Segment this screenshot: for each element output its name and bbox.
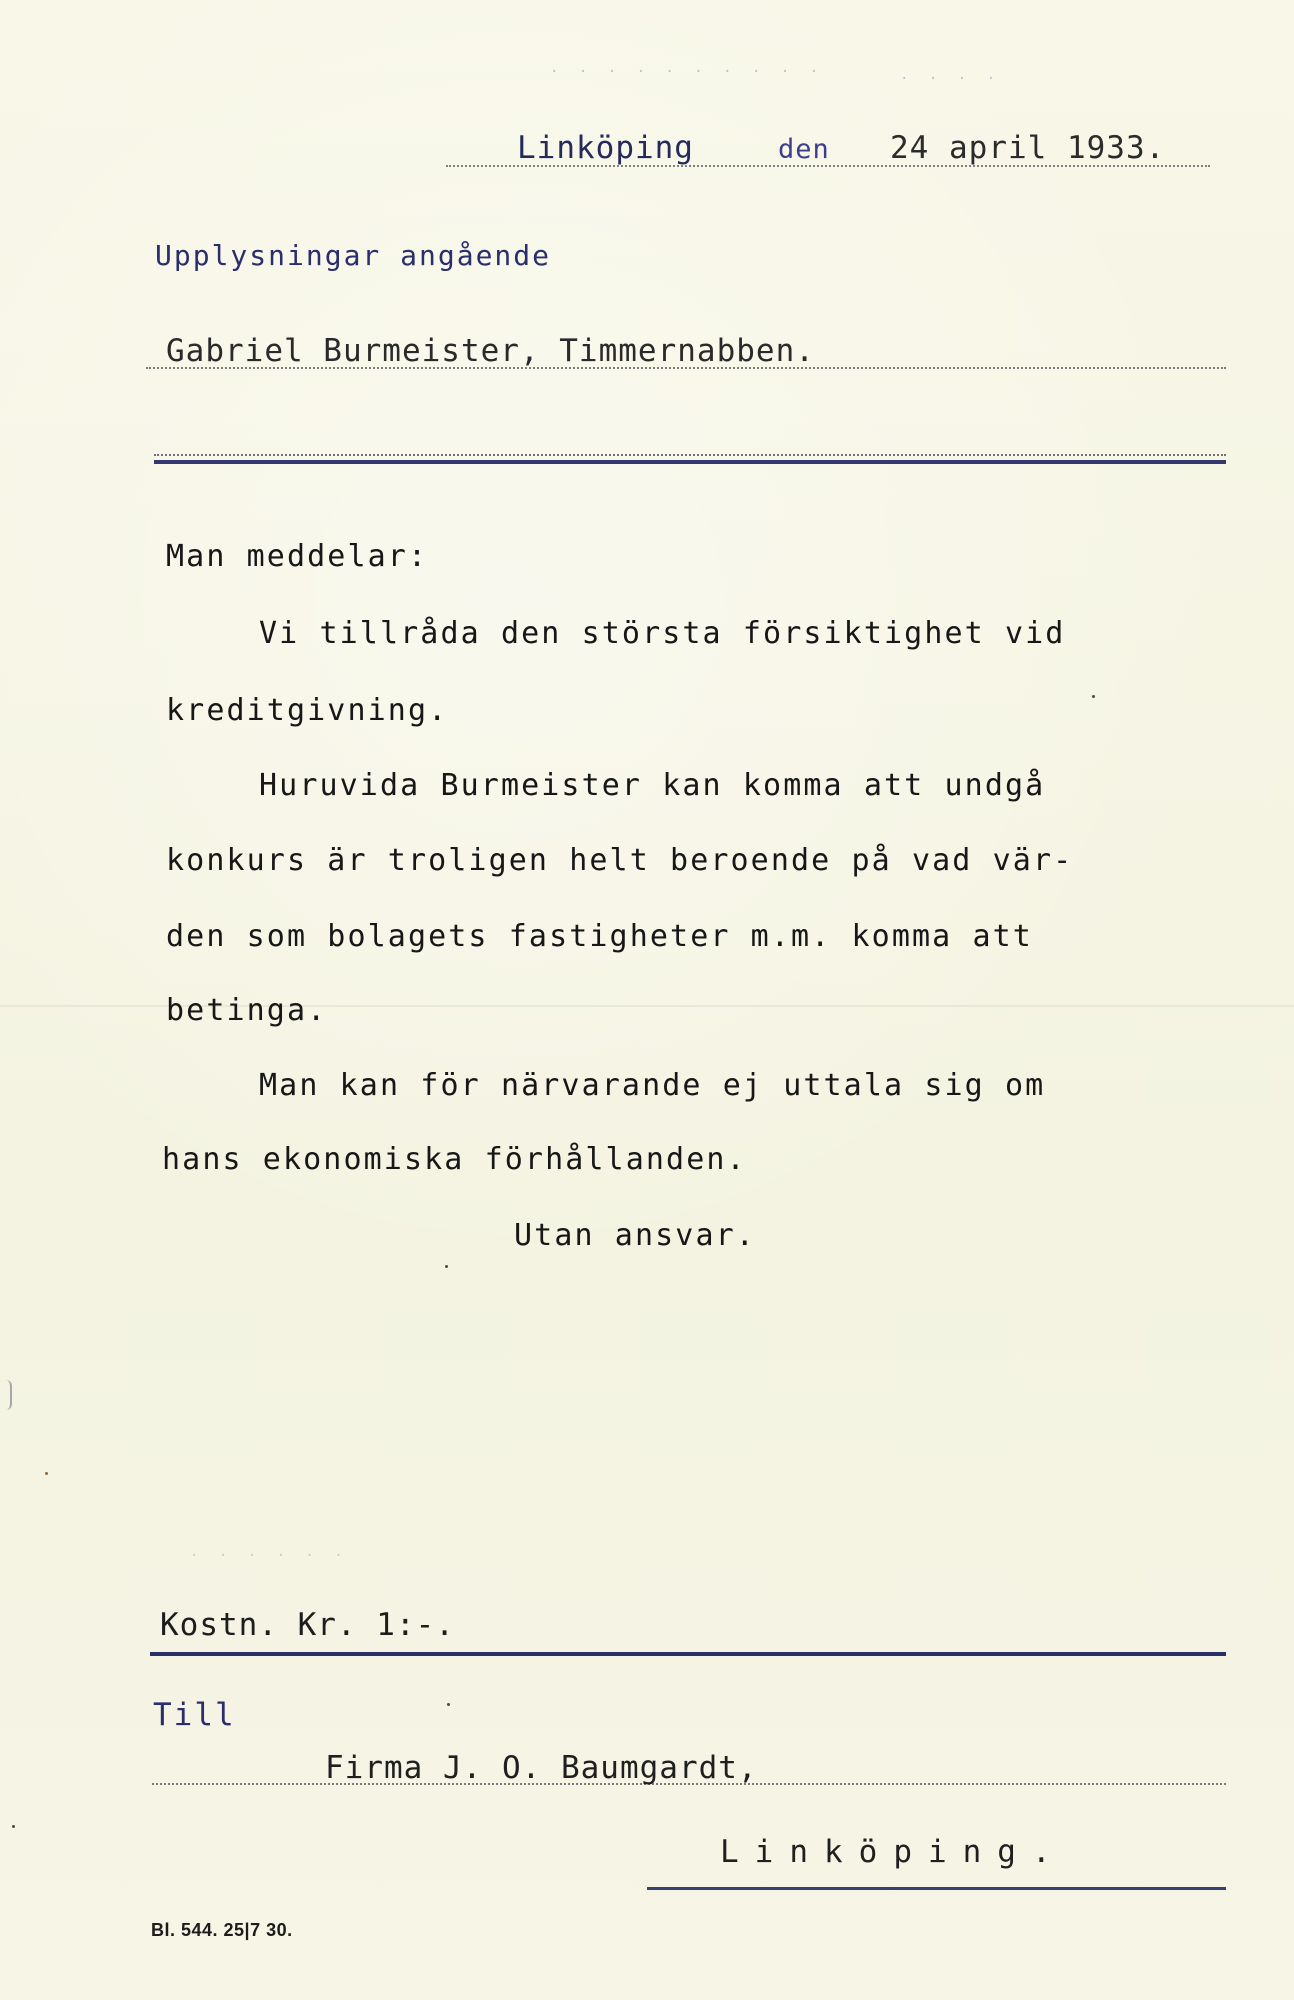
recipient-name: Firma J. O. Baumgardt, — [325, 1750, 758, 1786]
edge-mark — [0, 1380, 12, 1410]
body-line: konkurs är troligen helt beroende på vad vär- — [166, 843, 1074, 878]
body-line: kreditgivning. — [166, 693, 449, 728]
form-code: Bl. 544. 25|7 30. — [151, 1920, 293, 1940]
recipient-label: Till — [153, 1697, 236, 1733]
body-line: den som bolagets fastigheter m.m. komma att — [166, 919, 1033, 954]
subject-name: Gabriel Burmeister, Timmernabben. — [166, 333, 815, 369]
recipient-city: Linköping. — [720, 1834, 1067, 1870]
letter-date: 24 april 1933. — [890, 130, 1166, 166]
closing-line: Utan ansvar. — [514, 1218, 756, 1253]
date-prefix: den — [778, 134, 830, 165]
faint-mark: · · · · — [900, 71, 1002, 87]
ink-dot — [45, 1472, 48, 1475]
cost-rule — [150, 1652, 1226, 1656]
ink-dot — [447, 1703, 450, 1706]
body-line: Man kan för närvarande ej uttala sig om — [259, 1068, 1046, 1103]
body-line: Vi tillråda den största försiktighet vid — [259, 616, 1066, 651]
subject-heading: Upplysningar angående — [155, 239, 552, 272]
faint-mark: · · · · · · — [190, 1548, 349, 1564]
ink-dot — [1092, 695, 1095, 698]
body-line: betinga. — [166, 993, 328, 1028]
ink-dot — [12, 1825, 15, 1828]
body-line: hans ekonomiska förhållanden. — [162, 1142, 747, 1177]
body-line: Man meddelar: — [166, 539, 429, 574]
ink-dot — [445, 1265, 448, 1268]
letterhead-city: Linköping — [517, 130, 694, 166]
subject-rule-dotted — [154, 454, 1226, 456]
body-line: Huruvida Burmeister kan komma att undgå — [259, 768, 1046, 803]
subject-rule-solid — [154, 460, 1226, 464]
cost-line: Kostn. Kr. 1:-. — [160, 1607, 455, 1643]
faint-mark: · · · · · · · · · · — [550, 64, 825, 80]
